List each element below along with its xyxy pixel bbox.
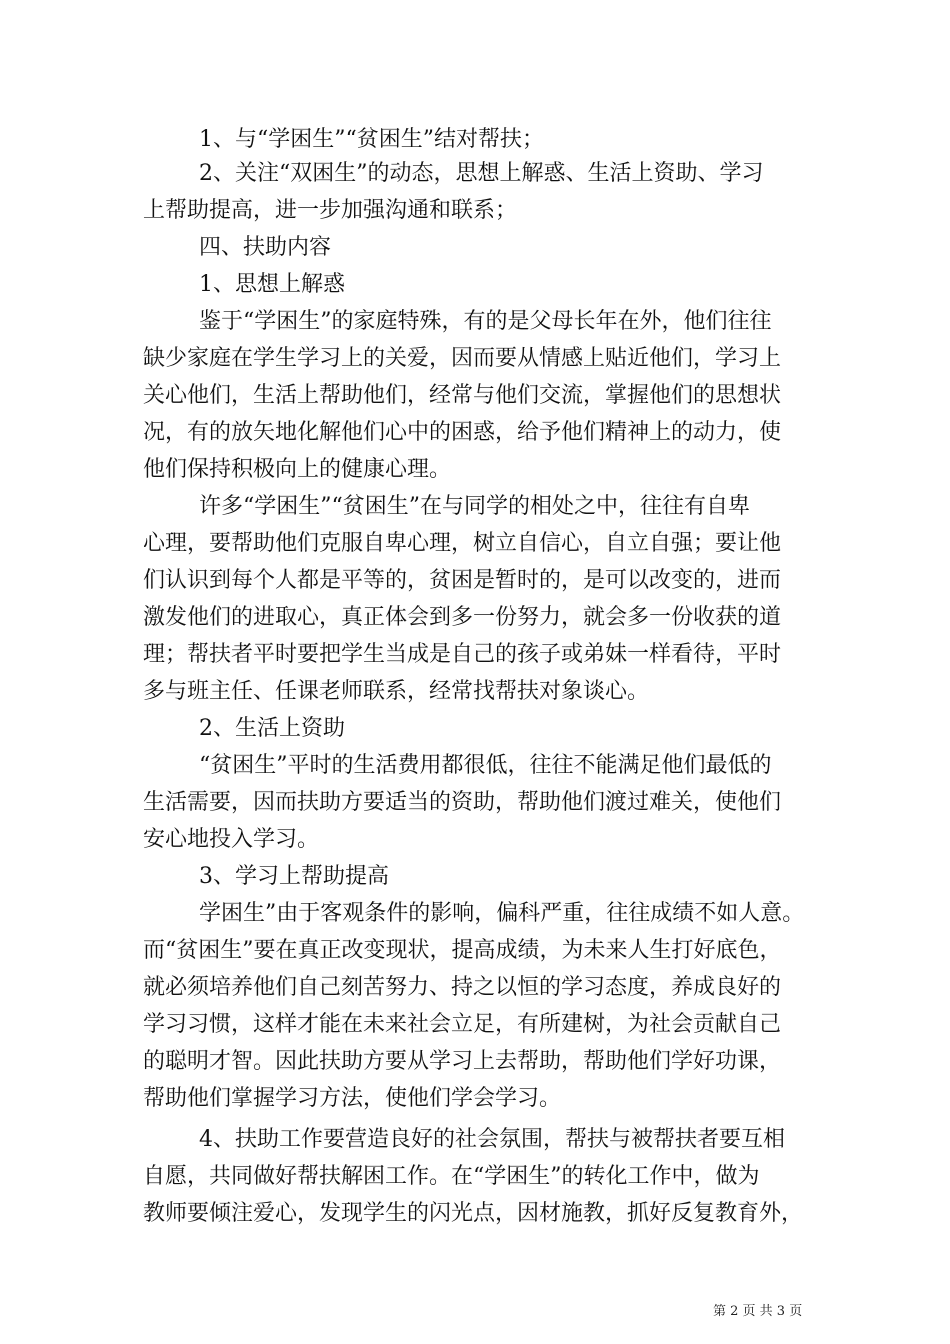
text-line-7: 缺少家庭在学生学习上的关爱，因而要从情感上贴近他们，学习上 — [143, 346, 782, 371]
text-line-21: 3、学习上帮助提高 — [199, 864, 389, 889]
text-line-4: 四、扶助内容 — [199, 235, 332, 260]
text-line-30: 教师要倾注爱心，发现学生的闪光点，因材施教，抓好反复教育外， — [143, 1201, 804, 1226]
text-line-25: 学习习惯，这样才能在未来社会立足，有所建树，为社会贡献自己 — [143, 1012, 782, 1037]
text-line-16: 多与班主任、任课老师联系，经常找帮扶对象谈心。 — [143, 679, 650, 704]
text-line-19: 生活需要，因而扶助方要适当的资助，帮助他们渡过难关，使他们 — [143, 790, 782, 815]
text-line-2: 2、关注“双困生”的动态，思想上解惑、生活上资助、学习 — [199, 161, 764, 186]
text-line-15: 理；帮扶者平时要把学生当成是自己的孩子或弟妹一样看待，平时 — [143, 642, 782, 667]
text-line-6: 鉴于“学困生”的家庭特殊，有的是父母长年在外，他们往往 — [199, 309, 772, 334]
text-line-10: 他们保持积极向上的健康心理。 — [143, 457, 452, 482]
text-line-20: 安心地投入学习。 — [143, 827, 320, 852]
text-line-1: 1、与“学困生”“贫困生”结对帮扶； — [199, 127, 544, 152]
text-line-17: 2、生活上资助 — [199, 716, 345, 741]
text-line-9: 况，有的放矢地化解他们心中的困惑，给予他们精神上的动力，使 — [143, 420, 782, 445]
text-line-29: 自愿，共同做好帮扶解困工作。在“学困生”的转化工作中，做为 — [143, 1164, 760, 1189]
text-line-3: 上帮助提高，进一步加强沟通和联系； — [143, 198, 518, 223]
page-number: 第 2 页 共 3 页 — [713, 1304, 803, 1319]
text-line-13: 们认识到每个人都是平等的，贫困是暂时的，是可以改变的，进而 — [143, 568, 782, 593]
text-line-27: 帮助他们掌握学习方法，使他们学会学习。 — [143, 1086, 562, 1111]
text-line-26: 的聪明才智。因此扶助方要从学习上去帮助，帮助他们学好功课， — [143, 1049, 782, 1074]
text-line-11: 许多“学困生”“贫困生”在与同学的相处之中，往往有自卑 — [199, 494, 750, 519]
text-line-28: 4、扶助工作要营造良好的社会氛围，帮扶与被帮扶者要互相 — [199, 1127, 785, 1152]
text-line-24: 就必须培养他们自己刻苦努力、持之以恒的学习态度，养成良好的 — [143, 975, 782, 1000]
page-footer — [0, 1302, 950, 1322]
text-line-5: 1、思想上解惑 — [199, 272, 345, 297]
text-line-22: 学困生”由于客观条件的影响，偏科严重，往往成绩不如人意。 — [199, 901, 805, 926]
text-line-18: “贫困生”平时的生活费用都很低，往往不能满足他们最低的 — [199, 753, 772, 778]
text-line-23: 而“贫困生”要在真正改变现状，提高成绩，为未来人生打好底色， — [143, 938, 782, 963]
text-line-8: 关心他们，生活上帮助他们，经常与他们交流，掌握他们的思想状 — [143, 383, 782, 408]
text-line-14: 激发他们的进取心，真正体会到多一份努力，就会多一份收获的道 — [143, 605, 782, 630]
text-line-12: 心理，要帮助他们克服自卑心理，树立自信心，自立自强；要让他 — [143, 531, 782, 556]
